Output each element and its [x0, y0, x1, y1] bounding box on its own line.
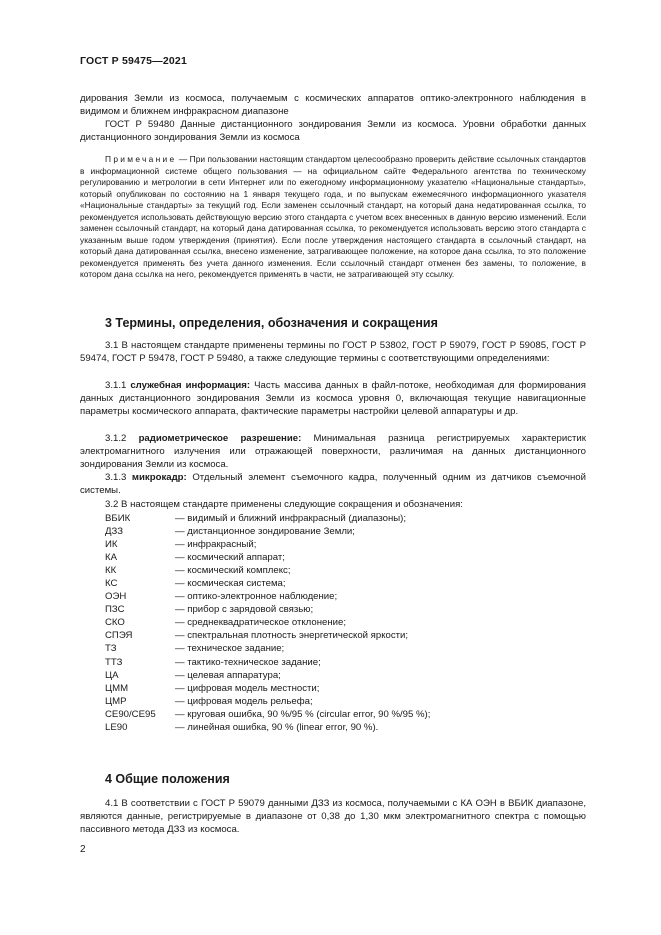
section-3-heading: 3 Термины, определения, обозначения и сокращения [105, 316, 438, 330]
list-item [105, 721, 585, 734]
abbreviation: LE90 [105, 721, 128, 733]
abbreviation-description: — цифровая модель рельефа; [175, 695, 313, 707]
term-name: радиометрическое разрешение: [138, 433, 302, 444]
list-item [105, 642, 585, 655]
abbreviation: ЦМР [105, 695, 127, 707]
abbreviation: ТЗ [105, 643, 117, 655]
section-4-heading: 4 Общие положения [105, 772, 230, 786]
abbreviations-list [105, 512, 585, 734]
abbreviation: КС [105, 578, 118, 590]
abbreviation: ТТЗ [105, 656, 123, 668]
abbreviation-description: — космическая система; [175, 578, 286, 590]
term-definition: Минимальная разница регистрируемых характеристик электромагнитного излучения или отражающей поверхности, различимая на данных дистанционного зондирования Земли из космоса. [80, 433, 586, 471]
abbreviation: ЦММ [105, 682, 129, 694]
clause-4-1: 4.1 В соответствии с ГОСТ Р 59079 данными ДЗЗ из космоса, получаемыми с КА ОЭН в ВБИК диапазоне, являются данные, регистрируемые в диапазоне от 0,38 до 1,30 мкм электромагнитного спектра с помощью пассивного метода ДЗЗ из космоса. [80, 798, 586, 836]
abbreviation: ОЭН [105, 591, 127, 603]
abbreviation: ПЗС [105, 604, 125, 616]
page-number: 2 [80, 844, 86, 855]
term-number: 3.1.3 [105, 472, 132, 483]
list-item [105, 577, 585, 590]
list-item [105, 682, 585, 695]
clause-3-1: 3.1 В настоящем стандарте применены термины по ГОСТ Р 53802, ГОСТ Р 59079, ГОСТ Р 59085, ГОСТ Р 59474, ГОСТ Р 59478, ГОСТ Р 59480, а также следующие термины с соответствующими определениями: [80, 340, 586, 365]
list-item [105, 512, 585, 525]
term-3-1-3 [80, 471, 586, 497]
abbreviation-description: — дистанционное зондирование Земли; [175, 526, 355, 538]
abbreviation-description: — круговая ошибка, 90 %/95 % (circular error, 90 %/95 %); [175, 708, 431, 720]
abbreviation: КА [105, 552, 117, 564]
abbreviation: ЦА [105, 669, 119, 681]
list-item [105, 616, 585, 629]
abbreviation: ВБИК [105, 513, 131, 524]
term-name: служебная информация: [130, 380, 251, 391]
abbreviation-description: — видимый и ближний инфракрасный (диапазоны); [175, 513, 407, 524]
abbreviation: КК [105, 565, 117, 577]
list-item [105, 708, 585, 721]
list-item [105, 669, 585, 682]
term-3-1-1 [80, 379, 586, 418]
list-item [105, 629, 585, 642]
note-label: Примечание [105, 154, 177, 164]
term-number: 3.1.1 [105, 380, 131, 391]
clause-3-2: 3.2 В настоящем стандарте применены следующие сокращения и обозначения: [105, 499, 463, 510]
abbreviation-description: — инфракрасный; [175, 539, 257, 551]
abbreviation-description: — линейная ошибка, 90 % (linear error, 90 %). [175, 721, 379, 733]
abbreviation: СКО [105, 617, 125, 629]
note-text: — При пользовании настоящим стандартом целесообразно проверить действие ссылочных стандартов в информационной системе общего пользования — на официальном сайте Федерального агентства по техническому регулированию и метрологии в сети Интернет или по ежегодному информационному указателю «Национальные стандарты», который опубликован по состоянию на 1 января текущего года, и по выпускам ежемесячного информационного указателя «Национальные стандарты» за текущий год. Если заменен ссылочный стандарт, на который дана недатированная ссылка, то рекомендуется использовать действующую версию этого стандарта с учетом всех внесенных в данную версию изменений. Если заменен ссылочный стандарт, на который дана датированная ссылка, то рекомендуется использовать версию этого стандарта с указанным выше годом утверждения (принятия). Если после утверждения настоящего стандарта в ссылочный стандарт, на который дана датированная ссылка, внесено изменение, затрагивающее положение, на которое дана ссылка, то это положение рекомендуется применять без учета данного изменения. Если ссылочный стандарт отменен без замены, то положение, в котором дана ссылка на него, рекомендуется применять в части, не затрагивающей эту ссылку. [80, 154, 586, 280]
abbreviation-description: — спектральная плотность энергетической яркости; [175, 630, 409, 642]
list-item [105, 603, 585, 616]
note-paragraph [80, 154, 586, 281]
abbreviation: ДЗЗ [105, 526, 124, 538]
abbreviation: CE90/CE95 [105, 708, 156, 720]
abbreviation-description: — целевая аппаратура; [175, 669, 281, 681]
list-item [105, 538, 585, 551]
term-3-1-2 [80, 432, 586, 471]
abbreviation-description: — космический аппарат; [175, 552, 285, 564]
abbreviation-description: — космический комплекс; [175, 565, 291, 577]
term-number: 3.1.2 [105, 433, 139, 444]
abbreviation-description: — прибор с зарядовой связью; [175, 604, 314, 616]
list-item [105, 590, 585, 603]
list-item [105, 656, 585, 669]
list-item [105, 525, 585, 538]
document-code-header: ГОСТ Р 59475—2021 [80, 55, 188, 67]
term-definition: Часть массива данных в файл-потоке, необходимая для формирования данных дистанционного зондирования Земли из космоса уровня 0, включающая текущие навигационные параметры космического аппарата, фактические параметры настройки целевой аппаратуры и др. [80, 380, 586, 418]
reference-gost-59480: ГОСТ Р 59480 Данные дистанционного зондирования Земли из космоса. Уровни обработки данных дистанционного зондирования Земли из космоса [80, 119, 586, 144]
list-item [105, 564, 585, 577]
term-name: микрокадр: [131, 472, 187, 483]
abbreviation-description: — цифровая модель местности; [175, 682, 320, 694]
abbreviation-description: — оптико-электронное наблюдение; [175, 591, 338, 603]
list-item [105, 695, 585, 708]
reference-continuation: дирования Земли из космоса, получаемым с космических аппаратов оптико-электронного наблюдения в видимом и ближнем инфракрасном диапазоне [80, 93, 586, 118]
abbreviation-description: — тактико-техническое задание; [175, 656, 321, 668]
abbreviation: ИК [105, 539, 118, 551]
list-item [105, 551, 585, 564]
abbreviation: СПЭЯ [105, 630, 133, 642]
term-definition: Отдельный элемент съемочного кадра, полученный одним из датчиков съемочной системы. [80, 472, 586, 497]
abbreviation-description: — среднеквадратическое отклонение; [175, 617, 347, 629]
abbreviation-description: — техническое задание; [175, 643, 285, 655]
